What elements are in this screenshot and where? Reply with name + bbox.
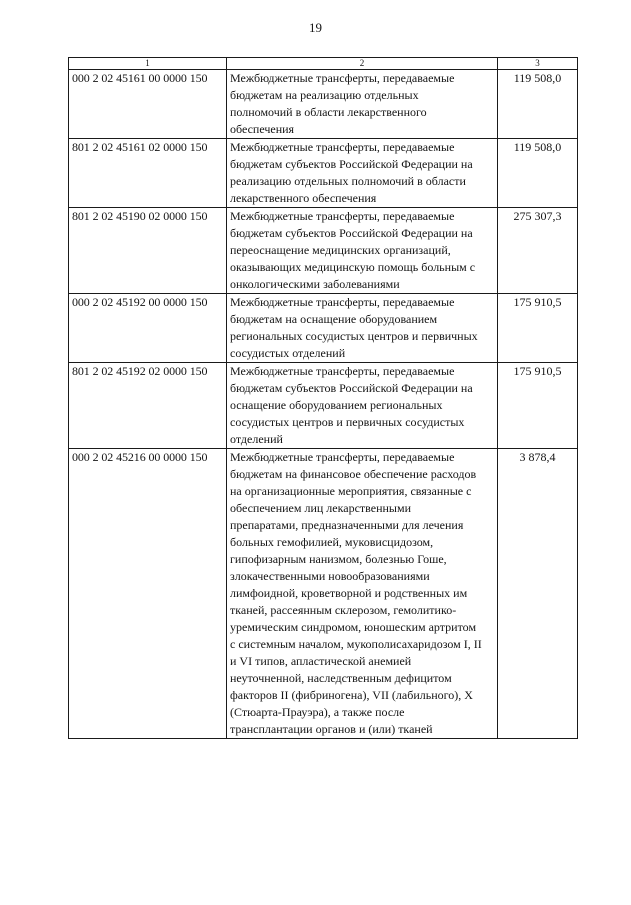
column-header-code: 1 bbox=[69, 58, 227, 70]
table-row bbox=[69, 139, 578, 208]
description-line: бюджетам на финансовое обеспечение расходов bbox=[230, 467, 477, 481]
table-header-row bbox=[69, 58, 578, 70]
description-line: полномочий в области лекарственного bbox=[230, 105, 427, 119]
budget-code: 801 2 02 45161 02 0000 150 bbox=[69, 139, 227, 208]
budget-code: 801 2 02 45192 02 0000 150 bbox=[69, 363, 227, 449]
budget-amount: 275 307,3 bbox=[498, 208, 578, 294]
description-line: гипофизарным нанизмом, болезнью Гоше, bbox=[230, 552, 447, 566]
description-line: Межбюджетные трансферты, передаваемые bbox=[230, 140, 455, 154]
description-line: на организационные мероприятия, связанные с bbox=[230, 484, 472, 498]
description-line: лимфоидной, кроветворной и родственных им bbox=[230, 586, 468, 600]
description-line: региональных сосудистых центров и первичных bbox=[230, 329, 478, 343]
page-number: 19 bbox=[309, 20, 322, 35]
budget-description bbox=[227, 449, 498, 739]
description-line: Межбюджетные трансферты, передаваемые bbox=[230, 450, 455, 464]
budget-code: 000 2 02 45161 00 0000 150 bbox=[69, 70, 227, 139]
description-line: реализацию отдельных полномочий в области bbox=[230, 174, 466, 188]
description-line: сосудистых отделений bbox=[230, 346, 346, 360]
budget-amount: 175 910,5 bbox=[498, 363, 578, 449]
description-line: препаратами, предназначенными для лечения bbox=[230, 518, 464, 532]
description-line: с системным началом, мукополисахаридозом I, II bbox=[230, 637, 482, 651]
description-line: Межбюджетные трансферты, передаваемые bbox=[230, 71, 455, 85]
description-line: уремическим синдромом, юношеским артритом bbox=[230, 620, 477, 634]
budget-amount: 119 508,0 bbox=[498, 70, 578, 139]
budget-amount: 119 508,0 bbox=[498, 139, 578, 208]
description-line: оказывающих медицинскую помощь больным с bbox=[230, 260, 476, 274]
description-line: бюджетам на оснащение оборудованием bbox=[230, 312, 438, 326]
description-line: трансплантации органов и (или) тканей bbox=[230, 722, 433, 736]
budget-code: 000 2 02 45216 00 0000 150 bbox=[69, 449, 227, 739]
description-line: Межбюджетные трансферты, передаваемые bbox=[230, 295, 455, 309]
column-header-description: 2 bbox=[227, 58, 498, 70]
description-line: (Стюарта-Прауэра), а также после bbox=[230, 705, 405, 719]
budget-description bbox=[227, 139, 498, 208]
budget-table bbox=[68, 57, 578, 739]
description-line: лекарственного обеспечения bbox=[230, 191, 377, 205]
column-header-amount: 3 bbox=[498, 58, 578, 70]
description-line: отделений bbox=[230, 432, 283, 446]
table-body bbox=[69, 70, 578, 739]
table-row bbox=[69, 294, 578, 363]
description-line: больных гемофилией, муковисцидозом, bbox=[230, 535, 434, 549]
budget-amount: 3 878,4 bbox=[498, 449, 578, 739]
description-line: Межбюджетные трансферты, передаваемые bbox=[230, 209, 455, 223]
description-line: переоснащение медицинских организаций, bbox=[230, 243, 451, 257]
description-line: Межбюджетные трансферты, передаваемые bbox=[230, 364, 455, 378]
description-line: онкологическими заболеваниями bbox=[230, 277, 400, 291]
description-line: бюджетам субъектов Российской Федерации на bbox=[230, 381, 473, 395]
budget-description bbox=[227, 363, 498, 449]
budget-code: 000 2 02 45192 00 0000 150 bbox=[69, 294, 227, 363]
table-row bbox=[69, 363, 578, 449]
budget-code: 801 2 02 45190 02 0000 150 bbox=[69, 208, 227, 294]
description-line: факторов II (фибриногена), VII (лабильного), X bbox=[230, 688, 473, 702]
budget-amount: 175 910,5 bbox=[498, 294, 578, 363]
description-line: тканей, рассеянным склерозом, гемолитико- bbox=[230, 603, 457, 617]
budget-description bbox=[227, 70, 498, 139]
table-row bbox=[69, 449, 578, 739]
description-line: бюджетам на реализацию отдельных bbox=[230, 88, 419, 102]
description-line: обеспечением лиц лекарственными bbox=[230, 501, 412, 515]
description-line: неуточненной, наследственным дефицитом bbox=[230, 671, 452, 685]
description-line: бюджетам субъектов Российской Федерации на bbox=[230, 226, 473, 240]
description-line: злокачественными новообразованиями bbox=[230, 569, 430, 583]
description-line: обеспечения bbox=[230, 122, 295, 136]
description-line: оснащение оборудованием региональных bbox=[230, 398, 443, 412]
description-line: сосудистых центров и первичных сосудистых bbox=[230, 415, 465, 429]
description-line: и VI типов, апластической анемией bbox=[230, 654, 412, 668]
table-row bbox=[69, 208, 578, 294]
table-row bbox=[69, 70, 578, 139]
budget-description bbox=[227, 294, 498, 363]
budget-description bbox=[227, 208, 498, 294]
description-line: бюджетам субъектов Российской Федерации на bbox=[230, 157, 473, 171]
